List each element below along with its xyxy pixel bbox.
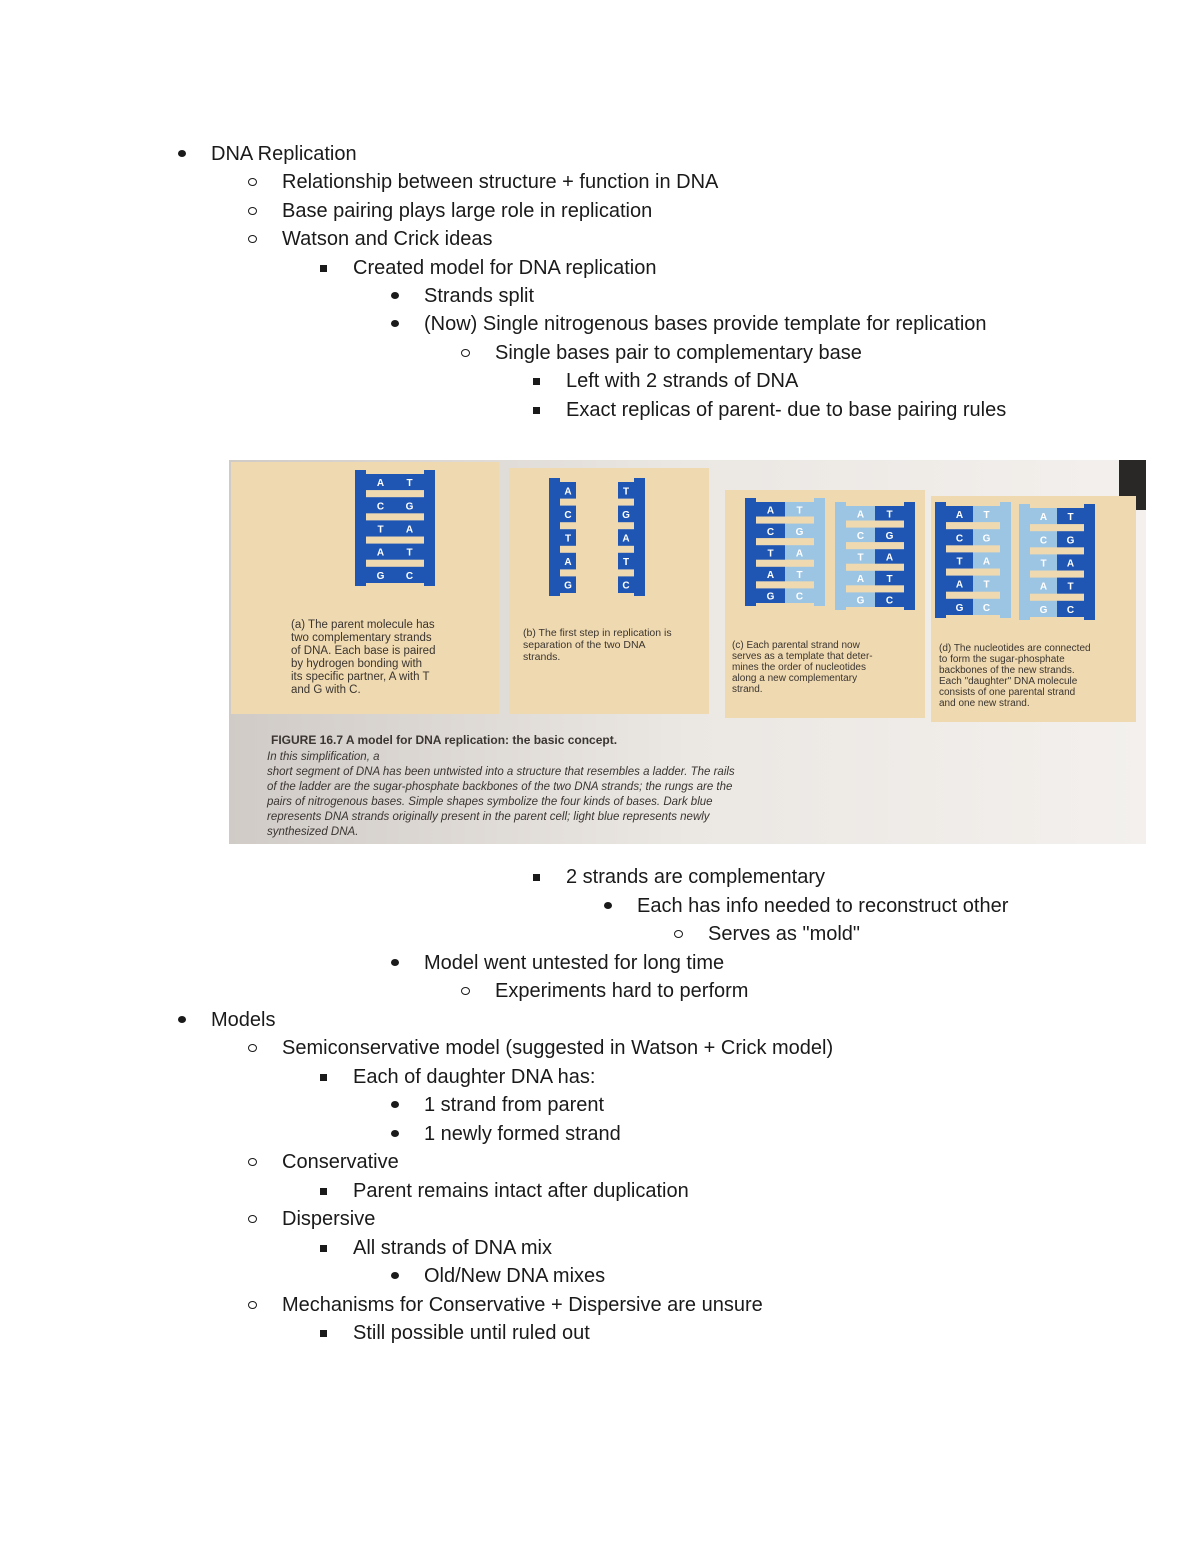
outline-item-text: All strands of DNA mix	[353, 1236, 552, 1259]
caption-line: In this simplification, a	[267, 751, 380, 763]
panel-a-rung-gap	[366, 583, 424, 586]
panel-d1-rung-gap	[946, 615, 1000, 618]
panel-d1-base-letter: C	[982, 602, 991, 614]
panel-d2-base-letter: T	[1040, 558, 1047, 570]
caption-line: pairs of nitrogenous bases. Simple shapes symbolize the four kinds of bases. Dark blue	[267, 796, 713, 808]
panel-d1-base-letter: T	[983, 510, 990, 522]
panel-c1-base-letter: T	[796, 505, 803, 517]
panel-b-base-letter: A	[622, 533, 630, 545]
outline-item-text: 1 strand from parent	[424, 1094, 605, 1116]
dna-replication-figure-photo	[229, 460, 1146, 844]
panel-a-base-letter: C	[405, 570, 414, 582]
panel-c2-rung-gap	[846, 585, 904, 588]
caption-line: Each "daughter" DNA molecule	[939, 676, 1078, 687]
panel-d2-rung-gap	[1030, 617, 1084, 620]
panel-d1-base-letter: A	[955, 579, 964, 591]
panel-d1-base-letter: G	[982, 533, 991, 545]
caption-line: backbones of the new strands.	[939, 665, 1075, 676]
panel-c1-base-letter: G	[766, 591, 775, 603]
bullet-circle-icon	[460, 341, 474, 365]
outline-item	[566, 398, 1006, 422]
panel-b-base-letter: G	[622, 509, 630, 521]
bullet-circle-icon	[460, 979, 474, 1003]
outline-item-text: Each has info needed to reconstruct other	[637, 894, 1009, 917]
panel-d1-base-letter: A	[982, 556, 991, 568]
caption-line: by hydrogen bonding with	[291, 658, 423, 670]
panel-c1-base-letter: C	[795, 591, 804, 603]
panel-c2-rung-gap	[846, 542, 904, 545]
panel-d2-base-letter: C	[1066, 604, 1075, 616]
outline-item-text: Experiments hard to perform	[495, 980, 749, 1002]
panel-a-right-rail	[424, 470, 435, 586]
panel-d2-base-letter: T	[1067, 581, 1074, 593]
panel-d2-right-rail	[1084, 504, 1095, 620]
panel-c1-base-letter: A	[766, 505, 775, 517]
panel-c2-base-letter: G	[856, 595, 865, 607]
outline-item	[282, 1150, 399, 1174]
bullet-disc-icon	[389, 1093, 403, 1117]
panel-a-rung-gap	[366, 490, 424, 493]
outline-item-text: Created model for DNA replication	[353, 256, 657, 279]
figure-drawing	[229, 460, 1146, 844]
panel-d1-left-rail	[935, 502, 946, 618]
caption-line: (b) The first step in replication is	[523, 627, 672, 639]
panel-d2-left-rail	[1019, 504, 1030, 620]
bullet-disc-icon	[389, 1264, 403, 1288]
caption-line: short segment of DNA has been untwisted into a structure that resembles a ladder. The rails	[267, 766, 735, 778]
outline-item-text: Relationship between structure + function in DNA	[282, 171, 719, 194]
outline-item	[282, 1293, 763, 1317]
panel-d2-base-letter: A	[1039, 581, 1048, 593]
panel-d2-rung-gap	[1030, 524, 1084, 527]
panel-a-base-letter: G	[405, 501, 414, 513]
outline-item-text: Parent remains intact after duplication	[353, 1179, 689, 1202]
caption-line: mines the order of nucleotides	[732, 662, 866, 673]
bullet-square-icon	[318, 1179, 332, 1203]
panel-c1-rung-gap	[756, 560, 814, 563]
panel-c2-rung-gap	[846, 607, 904, 610]
caption-line: two complementary strands	[291, 632, 432, 644]
bullet-circle-icon	[247, 1150, 261, 1174]
panel-a-base-letter: T	[377, 524, 384, 536]
panel-a-base-letter: G	[376, 570, 385, 582]
outline-item	[424, 284, 534, 308]
caption-line: along a new complementary	[732, 673, 858, 684]
caption-line: of DNA. Each base is paired	[291, 645, 436, 657]
panel-d2-base-letter: G	[1066, 535, 1075, 547]
outline-item	[282, 1036, 833, 1060]
caption-line: and one new strand.	[939, 698, 1030, 709]
panel-d1-rung-gap	[946, 545, 1000, 548]
panel-c1-rung-gap	[756, 538, 814, 541]
panel-b-base-letter: T	[622, 557, 630, 569]
outline-item-text: 2 strands are complementary	[566, 866, 826, 888]
outline-item-text: (Now) Single nitrogenous bases provide template for replication	[424, 313, 987, 336]
panel-a-base-letter: C	[376, 501, 385, 513]
panel-d1-base-letter: A	[955, 510, 964, 522]
outline-item-text: Left with 2 strands of DNA	[566, 370, 799, 393]
outline-item	[353, 1179, 689, 1203]
panel-b-base-letter: G	[564, 580, 572, 592]
outline-item	[424, 951, 724, 975]
panel-c1-rung-gap	[756, 603, 814, 606]
outline-item	[282, 170, 718, 194]
bullet-square-icon	[318, 1321, 332, 1345]
caption-line: its specific partner, A with T	[291, 671, 430, 683]
panel-d2-rung-gap	[1030, 594, 1084, 597]
bullet-disc-icon	[389, 951, 403, 975]
panel-c1-base-letter: A	[795, 548, 804, 560]
panel-a-base-letter: T	[406, 547, 413, 559]
bullet-disc-icon	[176, 1008, 190, 1032]
caption-line: separation of the two DNA	[523, 639, 646, 651]
caption-line: strand.	[732, 684, 763, 695]
bullet-disc-icon	[389, 284, 403, 308]
caption-line: to form the sugar-phosphate	[939, 654, 1065, 665]
panel-b-base-letter: C	[564, 509, 572, 521]
panel-d2-base-letter: G	[1039, 604, 1048, 616]
caption-line: (a) The parent molecule has	[291, 619, 435, 631]
outline-item	[424, 1093, 604, 1117]
outline-item-text: Mechanisms for Conservative + Dispersive are unsure	[282, 1293, 763, 1316]
panel-c1-rung-gap	[756, 581, 814, 584]
panel-d1-base-letter: G	[955, 602, 964, 614]
panel-a-left-rail	[355, 470, 366, 586]
outline-item	[282, 1207, 375, 1231]
panel-c2-base-letter: T	[886, 574, 893, 586]
panel-c1-base-letter: A	[766, 570, 775, 582]
panel-c1-base-letter: G	[795, 526, 804, 538]
panel-d2-base-letter: A	[1039, 512, 1048, 524]
outline-item	[353, 1321, 590, 1345]
outline-item-text: 1 newly formed strand	[424, 1122, 621, 1145]
bullet-circle-icon	[247, 1207, 261, 1231]
panel-c2-base-letter: C	[885, 595, 894, 607]
caption-line: serves as a template that deter-	[732, 651, 873, 662]
panel-c2-rung-gap	[846, 564, 904, 567]
panel-c2-base-letter: A	[856, 574, 865, 586]
panel-d2-rung-gap	[1030, 571, 1084, 574]
bullet-square-icon	[531, 369, 545, 393]
outline-item-text: Base pairing plays large role in replication	[282, 199, 653, 222]
panel-a-rung-gap	[366, 537, 424, 540]
panel-c2-right-rail	[904, 502, 915, 610]
panel-c2-base-letter: T	[857, 552, 864, 564]
caption-line: represents DNA strands originally present in the parent cell; light blue represents newly	[267, 811, 710, 823]
panel-b-base-letter: C	[622, 580, 630, 592]
bullet-circle-icon	[247, 199, 261, 223]
panel-d2-base-letter: T	[1067, 512, 1074, 524]
panel-b-right-rail	[634, 478, 645, 596]
outline-item	[637, 894, 1008, 918]
panel-b-left-rail	[549, 478, 560, 596]
outline-item	[353, 1065, 595, 1089]
bullet-disc-icon	[389, 1122, 403, 1146]
outline-item	[424, 1264, 605, 1288]
bullet-disc-icon	[389, 312, 403, 336]
bullet-circle-icon	[247, 1036, 261, 1060]
panel-a-base-letter: A	[376, 547, 385, 559]
bullet-circle-icon	[247, 170, 261, 194]
outline-item-text: DNA Replication	[211, 143, 357, 165]
outline-item-text: Serves as "mold"	[708, 923, 861, 945]
panel-c2-base-letter: A	[856, 509, 865, 521]
outline-item-text: Single bases pair to complementary base	[495, 341, 862, 364]
outline-item	[282, 227, 492, 251]
panel-a-base-letter: A	[405, 524, 414, 536]
outline-item-text: Semiconservative model (suggested in Watson + Crick model)	[282, 1037, 834, 1059]
outline-item	[566, 369, 798, 393]
outline-item-text: Models	[211, 1008, 276, 1031]
caption-line: consists of one parental strand	[939, 687, 1076, 698]
outline-item-text: Conservative	[282, 1151, 399, 1173]
outline-item-text: Still possible until ruled out	[353, 1322, 590, 1344]
figure-title: FIGURE 16.7 A model for DNA replication: the basic concept.	[271, 733, 618, 747]
outline-item	[495, 979, 748, 1003]
outline-item	[566, 865, 825, 889]
bullet-square-icon	[318, 1236, 332, 1260]
bullet-disc-icon	[176, 142, 190, 166]
panel-d1-rung-gap	[946, 522, 1000, 525]
outline-item	[708, 922, 860, 946]
bullet-square-icon	[318, 1065, 332, 1089]
panel-c1-left-rail	[745, 498, 756, 606]
caption-line: synthesized DNA.	[267, 826, 359, 838]
panel-a-base-letter: T	[406, 478, 413, 490]
outline-item	[353, 1236, 552, 1260]
panel-d2-rung-gap	[1030, 547, 1084, 550]
outline-item-text: Dispersive	[282, 1208, 376, 1230]
bullet-square-icon	[531, 865, 545, 889]
panel-c1-right-rail	[814, 498, 825, 606]
outline-item	[424, 312, 987, 336]
outline-item-text: Each of daughter DNA has:	[353, 1065, 596, 1088]
panel-d1-rung-gap	[946, 592, 1000, 595]
caption-line: (c) Each parental strand now	[732, 640, 860, 651]
panel-a-base-letter: A	[376, 478, 385, 490]
panel-b-base-letter: A	[564, 486, 572, 498]
panel-c2-base-letter: C	[856, 530, 865, 542]
panel-a-rung-gap	[366, 513, 424, 516]
panel-c2-base-letter: G	[885, 530, 894, 542]
panel-d1-base-letter: T	[983, 579, 990, 591]
bullet-circle-icon	[247, 227, 261, 251]
caption-line: strands.	[523, 651, 561, 663]
outline-item	[211, 1008, 275, 1032]
outline-item	[353, 256, 656, 280]
bullet-square-icon	[318, 256, 332, 280]
panel-c1-base-letter: C	[766, 526, 775, 538]
outline-item-text: Old/New DNA mixes	[424, 1265, 606, 1287]
panel-d2-base-letter: A	[1066, 558, 1075, 570]
panel-c2-left-rail	[835, 502, 846, 610]
panel-d1-right-rail	[1000, 502, 1011, 618]
outline-item-text: Strands split	[424, 285, 535, 307]
caption-line: of the ladder are the sugar-phosphate backbones of the two DNA strands; the rungs are the	[267, 781, 733, 793]
panel-c1-rung-gap	[756, 517, 814, 520]
outline-item-text: Watson and Crick ideas	[282, 228, 493, 251]
bullet-square-icon	[531, 398, 545, 422]
panel-c1-base-letter: T	[796, 570, 803, 582]
panel-b-base-letter: T	[564, 533, 572, 545]
panel-a-rung-gap	[366, 560, 424, 563]
panel-c2-base-letter: A	[885, 552, 894, 564]
panel-d1-rung-gap	[946, 569, 1000, 572]
outline-item-text: Model went untested for long time	[424, 951, 725, 974]
panel-d1-base-letter: T	[956, 556, 963, 568]
outline-item	[495, 341, 862, 365]
outline-item	[211, 142, 357, 166]
outline-item-text: Exact replicas of parent- due to base pairing rules	[566, 398, 1007, 421]
panel-d1-base-letter: C	[955, 533, 964, 545]
outline-item	[424, 1122, 621, 1146]
outline-item	[282, 199, 652, 223]
panel-c1-base-letter: T	[767, 548, 774, 560]
panel-b-background	[509, 468, 709, 714]
bullet-circle-icon	[673, 922, 687, 946]
caption-line: (d) The nucleotides are connected	[939, 643, 1091, 654]
bullet-disc-icon	[602, 894, 616, 918]
panel-c2-base-letter: T	[886, 509, 893, 521]
panel-b-base-letter: T	[622, 486, 630, 498]
caption-line: and G with C.	[291, 684, 361, 696]
panel-c2-rung-gap	[846, 521, 904, 524]
panel-d2-base-letter: C	[1039, 535, 1048, 547]
panel-b-base-letter: A	[564, 557, 572, 569]
bullet-circle-icon	[247, 1293, 261, 1317]
